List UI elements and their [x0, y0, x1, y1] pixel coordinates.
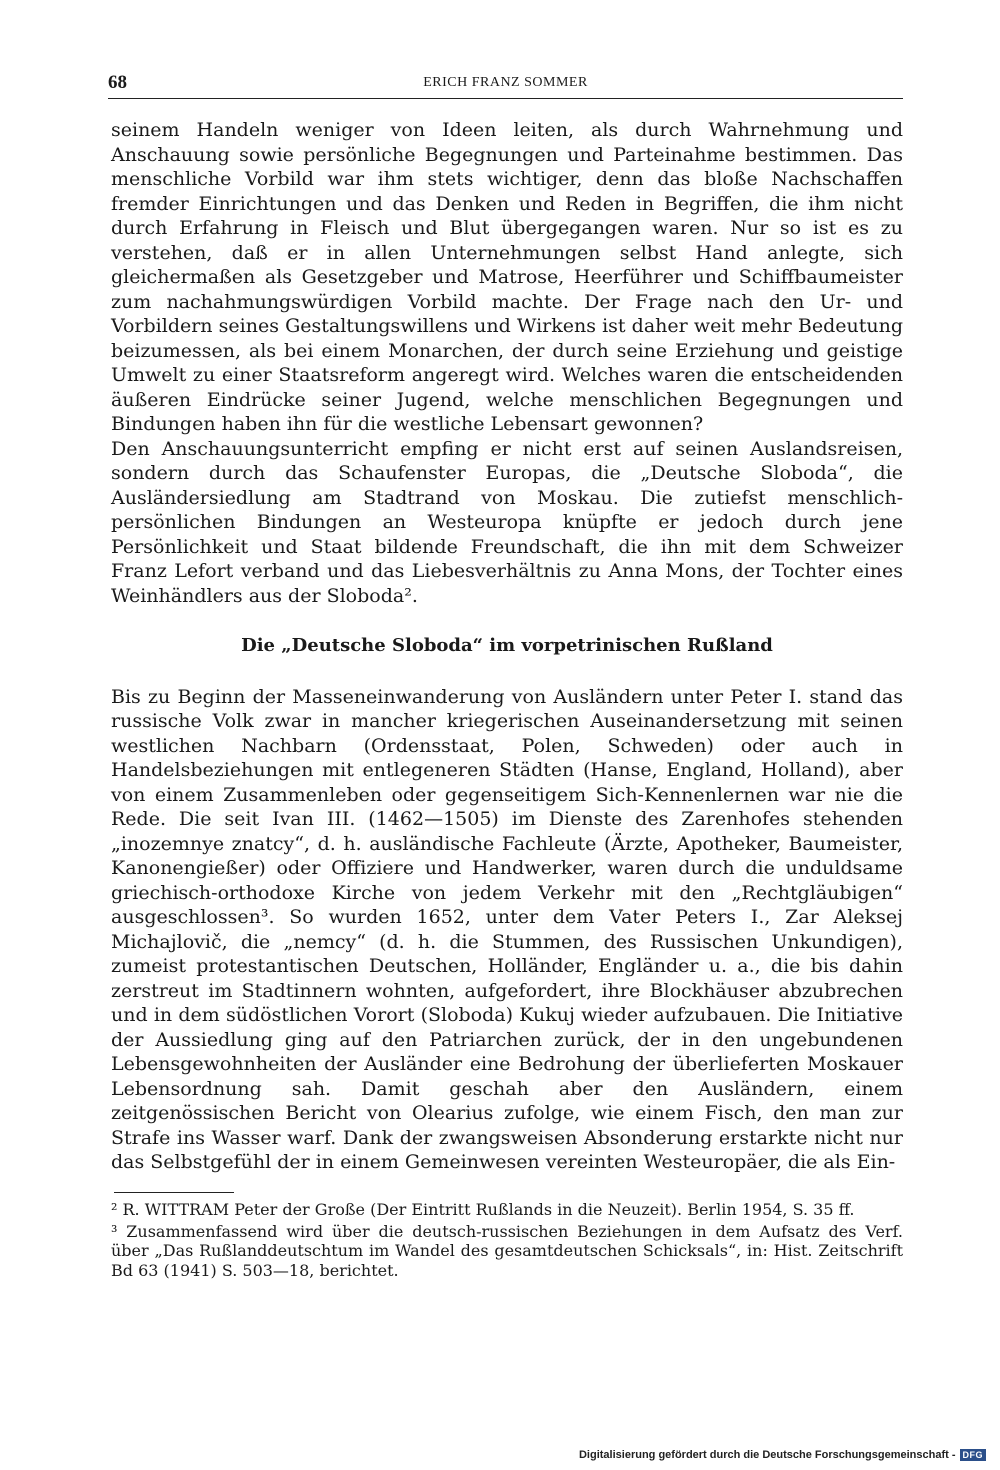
footer-text: Digitalisierung gefördert durch die Deutsche Forschungsgemeinschaft - — [578, 1449, 956, 1461]
running-head: ERICH FRANZ SOMMER — [423, 75, 588, 90]
footnote: ³ Zusammenfassend wird über die deutsch-russischen Beziehungen in dem Aufsatz des Verf. über „Das Rußlanddeutschtum im Wandel des gesamtdeutschen Schicksals“, in: Hist. Zeitschrift Bd 63 (1941) S. 503—18, berichtet. — [111, 1221, 903, 1280]
paragraph: Bis zu Beginn der Masseneinwanderung von Ausländern unter Peter I. stand das russische Volk zwar in mancher kriegerischen Auseinandersetzung mit seinen westlichen Nachbarn (Ordensstaat, Polen, Schweden) oder auch in Handelsbeziehungen mit entlegeneren Städten (Hanse, England, Holland), aber von einem Zusammenleben oder gegenseitigem Sich-Kennenlernen war nie die Rede. Die seit Ivan III. (1462—1505) im Dienste des Zarenhofes stehenden „inozemnye znatcy“, d. h. ausländische Fachleute (Ärzte, Apotheker, Baumeister, Kanonengießer) oder Offiziere und Handwerker, waren durch die unduldsame griechisch-orthodoxe Kirche von jedem Verkehr mit den „Rechtgläubigen“ ausgeschlossen³. So wurden 1652, unter dem Vater Peters I., Zar Aleksej Michajlovič, die „nemcy“ (d. h. die Stummen, des Russischen Unkundigen), zumeist protestantischen Deutschen, Holländer, Engländer u. a., die bis dahin zerstreut im Stadtinnern wohnten, aufgefordert, ihre Blockhäuser abzubrechen und in dem südöstlichen Vorort (Sloboda) Kukuj wieder aufzubauen. Die Initiative der Aussiedlung ging auf den Patriarchen zurück, der in den ungebundenen Lebensgewohnheiten der Ausländer eine Bedrohung der überlieferten Moskauer Lebensordnung sah. Damit geschah aber den Ausländern, einem zeitgenössischen Bericht von Olearius zufolge, wie einem Fisch, den man zur Strafe ins Wasser warf. Dank der zwangsweisen Absonderung erstarkte nicht nur das Selbstgefühl der in einem Gemeinwesen vereinten Westeuropäer, die als Ein- — [111, 685, 903, 1173]
paragraph: Den Anschauungsunterricht empfing er nicht erst auf seinen Auslandsreisen, sondern durch das Schaufenster Europas, die „Deutsche Sloboda“, die Ausländersiedlung am Stadtrand von Moskau. Die zutiefst menschlich-persönlichen Bindungen an Westeuropa knüpfte er jedoch durch jene Persönlichkeit und Staat bildende Freundschaft, die ihn mit dem Schweizer Franz Lefort verband und das Liebesverhältnis zu Anna Mons, der Tochter eines Weinhändlers aus der Sloboda². — [111, 437, 903, 607]
footnote-rule — [114, 1192, 234, 1193]
main-text — [111, 118, 903, 1175]
footnote: ² R. WITTRAM Peter der Große (Der Eintritt Rußlands in die Neuzeit). Berlin 1954, S. 35 ff. — [111, 1200, 855, 1219]
page-header — [108, 72, 903, 96]
dfg-logo: DFG — [960, 1449, 987, 1461]
footnotes — [111, 1200, 903, 1282]
paragraph: seinem Handeln weniger von Ideen leiten, als durch Wahrnehmung und Anschauung sowie persönliche Begegnungen und Parteinahme bestimmen. Das menschliche Vorbild war ihm stets wichtiger, denn das bloße Nachschaffen fremder Einrichtungen und das Denken und Reden in Begriffen, die ihm nicht durch Erfahrung in Fleisch und Blut übergegangen waren. Nur so ist es zu verstehen, daß er in allen Unternehmungen selbst Hand anlegte, sich gleichermaßen als Gesetzgeber und Matrose, Heerführer und Schiffbaumeister zum nachahmungswürdigen Vorbild machte. Der Frage nach den Ur- und Vorbildern seines Gestaltungswillens und Wirkens ist daher weit mehr Bedeutung beizumessen, als bei einem Monarchen, der durch seine Erziehung und geistige Umwelt zu einer Staatsreform angeregt wird. Welches waren die entscheidenden äußeren Eindrücke seiner Jugend, welche menschlichen Begegnungen und Bindungen haben ihn für die westliche Lebensart gewonnen? — [111, 119, 903, 435]
header-rule — [108, 98, 903, 99]
page-number: 68 — [108, 72, 127, 93]
digitization-footer — [579, 1449, 986, 1461]
section-heading: Die „Deutsche Sloboda“ im vorpetrinischen Rußland — [241, 635, 773, 656]
